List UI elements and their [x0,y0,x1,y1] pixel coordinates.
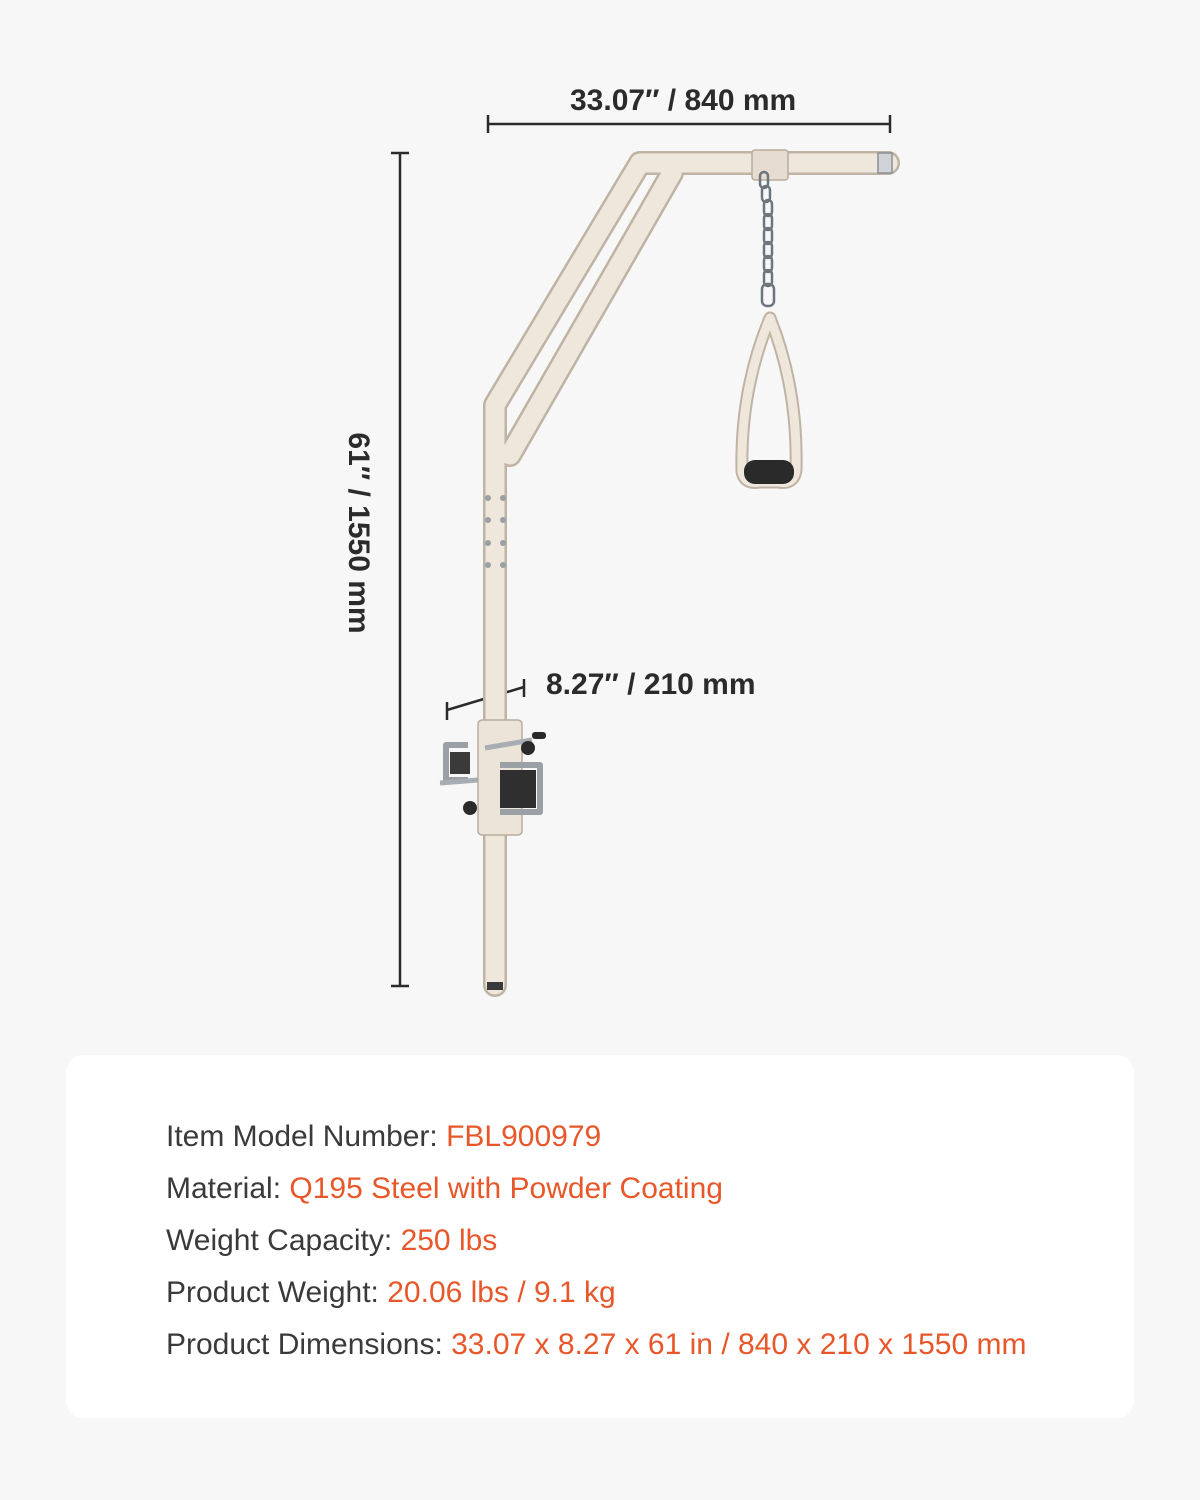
height-dimension-label: 61′′ / 1550 mm [342,432,375,634]
spec-value: Q195 Steel with Powder Coating [289,1172,723,1205]
spec-label: Weight Capacity: [166,1224,401,1257]
width-dimension-label: 33.07′′ / 840 mm [570,84,797,117]
clamp-pad-right [500,770,536,808]
clamp-pad-left [450,752,470,774]
frame-outline [495,163,888,985]
spec-row-product-weight [166,1267,1027,1319]
bar-end-cap [878,153,892,173]
spec-row-product-dimensions [166,1319,1027,1371]
spec-label: Material: [166,1172,290,1205]
spec-label: Item Model Number: [166,1120,447,1153]
depth-dimension-label: 8.27′′ / 210 mm [546,668,756,701]
handle-foam-grip [744,460,794,484]
spec-row-model-number [166,1111,1027,1163]
spec-label: Product Dimensions: [166,1328,452,1361]
spec-value: FBL900979 [446,1120,602,1153]
spec-value: 20.06 lbs / 9.1 kg [387,1276,616,1309]
pole-foot [487,982,503,990]
spec-row-material [166,1163,1027,1215]
spec-list [166,1111,1027,1371]
trapeze-handle [742,318,796,484]
spec-label: Product Weight: [166,1276,388,1309]
spec-card [66,1055,1134,1418]
bed-clamp [440,720,546,835]
clamp-knob-top [521,741,535,755]
spec-value: 33.07 x 8.27 x 61 in / 840 x 210 x 1550 mm [451,1328,1027,1361]
clamp-knob-bottom [463,801,477,815]
spec-row-weight-capacity [166,1215,1027,1267]
chain [760,172,774,306]
spec-value: 250 lbs [400,1224,498,1257]
height-dimension-line [391,153,409,986]
chain-slider [752,150,788,180]
